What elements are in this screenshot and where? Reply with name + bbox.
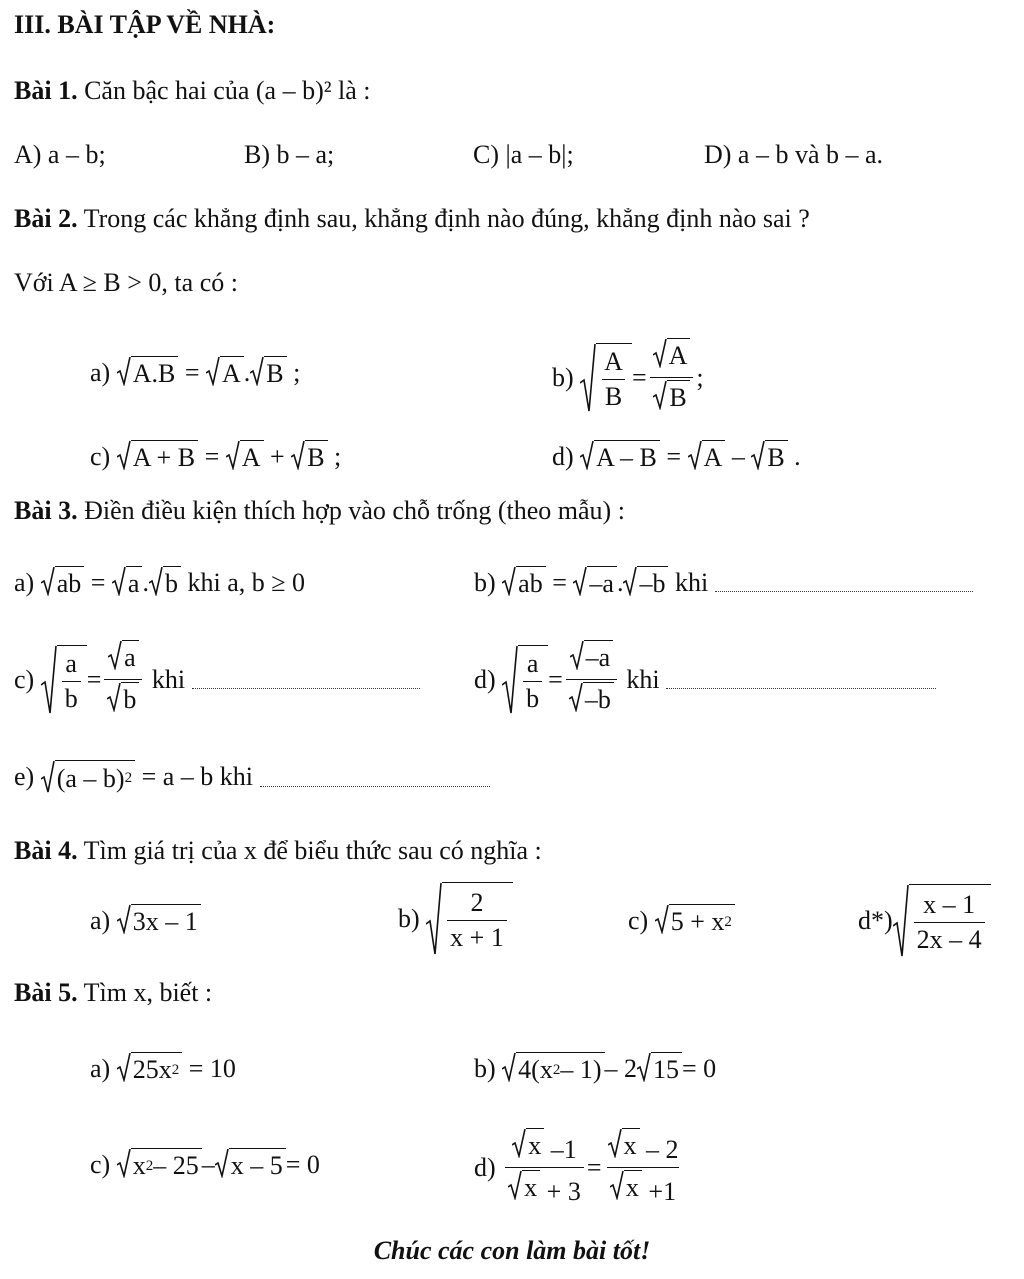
operator: – bbox=[201, 1149, 215, 1179]
radicand: 4(x bbox=[518, 1055, 553, 1084]
bai2-label: Bài 2. bbox=[14, 204, 78, 233]
radical bbox=[502, 566, 546, 599]
radical bbox=[41, 566, 85, 599]
radical bbox=[688, 440, 726, 473]
bai5-label: Bài 5. bbox=[14, 978, 78, 1007]
radicand: x – 5 bbox=[229, 1148, 286, 1181]
bai4-text: Tìm giá trị của x để biểu thức sau có nghĩa : bbox=[83, 836, 542, 865]
radical bbox=[623, 566, 668, 599]
radicand: ab bbox=[516, 566, 546, 599]
numerator: a bbox=[526, 648, 539, 678]
item-end: . bbox=[794, 441, 801, 471]
numerator: a bbox=[65, 648, 77, 678]
condition-text: khi a, b ≥ 0 bbox=[187, 567, 306, 597]
bai2-question bbox=[14, 204, 810, 234]
radical bbox=[117, 440, 198, 473]
radical bbox=[751, 440, 787, 473]
blank-line[interactable] bbox=[715, 573, 973, 592]
bai3-question bbox=[14, 496, 625, 526]
radical bbox=[580, 343, 632, 413]
radicand: 15 bbox=[651, 1052, 682, 1085]
bai1-text: Căn bậc hai của (a – b)² là : bbox=[84, 76, 371, 105]
rhs: = a – b bbox=[141, 762, 214, 791]
item-label: d) bbox=[552, 441, 574, 471]
bai4-item-c bbox=[628, 904, 735, 937]
bai2-item-d: d) A – B = A – B . bbox=[552, 441, 801, 472]
radical bbox=[149, 566, 181, 599]
blank-line[interactable] bbox=[666, 670, 936, 689]
bai3-text: Điền điều kiện thích hợp vào chỗ trống (theo mẫu) : bbox=[84, 496, 625, 525]
radicand: B bbox=[667, 380, 689, 413]
denominator-tail: + 3 bbox=[540, 1177, 581, 1206]
bai1-option-c: C) |a – b|; bbox=[473, 140, 574, 169]
radicand-tail: – 1) bbox=[560, 1055, 602, 1084]
bai2-condition: Với A ≥ B > 0, ta có : bbox=[14, 268, 238, 297]
bai3-item-b: b) ab = –a . –b khi bbox=[474, 566, 973, 599]
bai3-item-a: a) ab = a . b khi a, b ≥ 0 bbox=[14, 567, 306, 598]
radical bbox=[117, 904, 201, 937]
radicand: A.B bbox=[131, 356, 179, 389]
radical bbox=[502, 645, 548, 715]
radicand: B bbox=[264, 356, 286, 389]
item-label: d) bbox=[474, 1152, 496, 1182]
condition-text: khi bbox=[219, 762, 253, 791]
numerator: 2 bbox=[470, 888, 484, 917]
radicand: A bbox=[702, 440, 726, 473]
item-label: a) bbox=[90, 357, 111, 387]
radicand: x bbox=[522, 1170, 540, 1203]
bai2-text: Trong các khẳng định sau, khẳng định nào đúng, khẳng định nào sai ? bbox=[83, 204, 810, 233]
bai1-label: Bài 1. bbox=[14, 76, 78, 105]
radicand: A bbox=[220, 356, 244, 389]
bai4-item-d bbox=[858, 884, 991, 958]
bai5-item-b bbox=[474, 1052, 716, 1085]
item-end: ; bbox=[334, 441, 342, 471]
item-label: c) bbox=[90, 441, 111, 471]
radical bbox=[426, 882, 513, 956]
exponent: 2 bbox=[145, 1157, 154, 1174]
radicand: 25x bbox=[132, 1055, 172, 1084]
bai1-option-b: B) b – a; bbox=[244, 140, 335, 169]
radicand: B bbox=[305, 440, 327, 473]
bai5-text: Tìm x, biết : bbox=[83, 978, 213, 1007]
bai3-item-e bbox=[14, 760, 490, 794]
radicand: (a – b) bbox=[56, 763, 125, 793]
item-end: ; bbox=[293, 357, 301, 387]
radical bbox=[250, 356, 286, 389]
radicand: A bbox=[240, 440, 264, 473]
bai1-option-d: D) a – b và b – a. bbox=[704, 140, 884, 169]
bai4-item-b bbox=[398, 882, 513, 956]
radical bbox=[112, 566, 143, 599]
radical bbox=[893, 884, 991, 958]
bai5-item-d: d) x –1 x + 3 = x – 2 x +1 bbox=[474, 1128, 685, 1207]
denominator: B bbox=[602, 379, 625, 412]
radical bbox=[117, 1052, 183, 1085]
numerator-tail: – 2 bbox=[639, 1135, 679, 1164]
condition-text: khi bbox=[626, 664, 660, 694]
bai4-item-a bbox=[90, 904, 201, 937]
denominator: x + 1 bbox=[447, 920, 507, 953]
closing-note: Chúc các con làm bài tốt! bbox=[373, 1236, 651, 1265]
item-label: a) bbox=[14, 567, 35, 597]
condition-text: khi bbox=[674, 567, 709, 597]
radicand: b bbox=[121, 682, 139, 715]
radicand: –b bbox=[583, 682, 614, 715]
denominator: b bbox=[62, 681, 81, 714]
radicand: –a bbox=[587, 566, 617, 599]
bai2-item-a: a) A.B = A . B ; bbox=[90, 357, 301, 388]
item-label: e) bbox=[14, 762, 35, 791]
fraction bbox=[104, 640, 142, 719]
fraction bbox=[505, 1128, 584, 1207]
bai5-item-c bbox=[90, 1148, 320, 1181]
radical bbox=[215, 1148, 286, 1181]
radicand: x bbox=[132, 1151, 146, 1180]
section-heading: III. BÀI TẬP VỀ NHÀ: bbox=[14, 10, 276, 39]
radicand: A – B bbox=[594, 440, 660, 473]
item-label: d*) bbox=[858, 906, 893, 935]
item-label: c) bbox=[90, 1149, 111, 1179]
radical bbox=[41, 645, 87, 715]
fraction bbox=[605, 1128, 682, 1207]
item-label: b) bbox=[552, 362, 574, 392]
rhs: = 0 bbox=[285, 1149, 320, 1179]
item-label: b) bbox=[398, 904, 420, 933]
item-label: a) bbox=[90, 1053, 111, 1083]
radical bbox=[637, 1052, 682, 1085]
item-label: d) bbox=[474, 664, 496, 694]
denominator-tail: +1 bbox=[641, 1177, 677, 1206]
bai1-question bbox=[14, 76, 371, 106]
item-label: c) bbox=[628, 905, 649, 935]
bai3-item-d: d) $\frac{a}{b}$ = $\frac{-a}{-b}$ khi bbox=[474, 640, 936, 719]
bai5-question bbox=[14, 978, 212, 1008]
radical bbox=[573, 566, 617, 599]
item-label: b) bbox=[474, 567, 496, 597]
exponent: 2 bbox=[171, 1061, 180, 1078]
numerator: A bbox=[604, 346, 623, 376]
radicand: ab bbox=[55, 566, 85, 599]
radical bbox=[117, 356, 179, 389]
bai2-item-c: c) A + B = A + B ; bbox=[90, 441, 342, 472]
radical bbox=[117, 1148, 202, 1181]
radical bbox=[655, 904, 735, 937]
radicand: 5 + x bbox=[670, 907, 725, 936]
radical bbox=[580, 440, 660, 473]
radicand: –b bbox=[637, 566, 668, 599]
radicand: B bbox=[765, 440, 787, 473]
radical bbox=[206, 356, 244, 389]
radical bbox=[41, 760, 135, 794]
radicand: 3x – 1 bbox=[131, 904, 201, 937]
radicand: a bbox=[126, 566, 143, 599]
rhs: = 10 bbox=[188, 1053, 236, 1083]
bai5-item-a bbox=[90, 1052, 236, 1085]
radicand: x bbox=[622, 1128, 640, 1161]
item-label: c) bbox=[14, 664, 35, 694]
bai3-item-c: c) $\frac{a}{b}$ = $\frac{a}{b}$ khi bbox=[14, 640, 420, 719]
exponent: 2 bbox=[124, 770, 133, 786]
fraction bbox=[566, 640, 617, 719]
numerator-tail: –1 bbox=[544, 1135, 577, 1164]
denominator: 2x – 4 bbox=[914, 922, 985, 955]
bai4-question bbox=[14, 836, 542, 866]
radicand: A bbox=[667, 338, 691, 371]
radical bbox=[502, 1052, 604, 1085]
radicand: x bbox=[526, 1128, 544, 1161]
radicand: a bbox=[122, 640, 139, 673]
radical bbox=[291, 440, 327, 473]
item-end: ; bbox=[696, 362, 704, 392]
radical bbox=[226, 440, 264, 473]
item-label: a) bbox=[90, 905, 111, 935]
bai4-label: Bài 4. bbox=[14, 836, 78, 865]
exponent: 2 bbox=[724, 913, 732, 930]
bai3-label: Bài 3. bbox=[14, 496, 78, 525]
operator: – 2 bbox=[604, 1053, 638, 1083]
denominator: b bbox=[523, 681, 542, 714]
radicand: x bbox=[624, 1170, 642, 1203]
exponent: 2 bbox=[552, 1061, 561, 1078]
blank-line[interactable] bbox=[192, 670, 420, 689]
rhs: = 0 bbox=[682, 1053, 717, 1083]
blank-line[interactable] bbox=[260, 768, 490, 787]
bai1-option-a: A) a – b; bbox=[14, 140, 106, 169]
bai2-item-b: b) $\frac{A}{B}$ = $\frac{A}{B}$ ; bbox=[552, 338, 704, 417]
radicand: –a bbox=[584, 640, 614, 673]
condition-text: khi bbox=[151, 664, 186, 694]
radicand: b bbox=[163, 566, 181, 599]
item-label: b) bbox=[474, 1053, 496, 1083]
radicand-tail: – 25 bbox=[153, 1151, 199, 1180]
numerator: x – 1 bbox=[923, 890, 976, 919]
radicand: A + B bbox=[131, 440, 198, 473]
fraction bbox=[650, 338, 694, 417]
